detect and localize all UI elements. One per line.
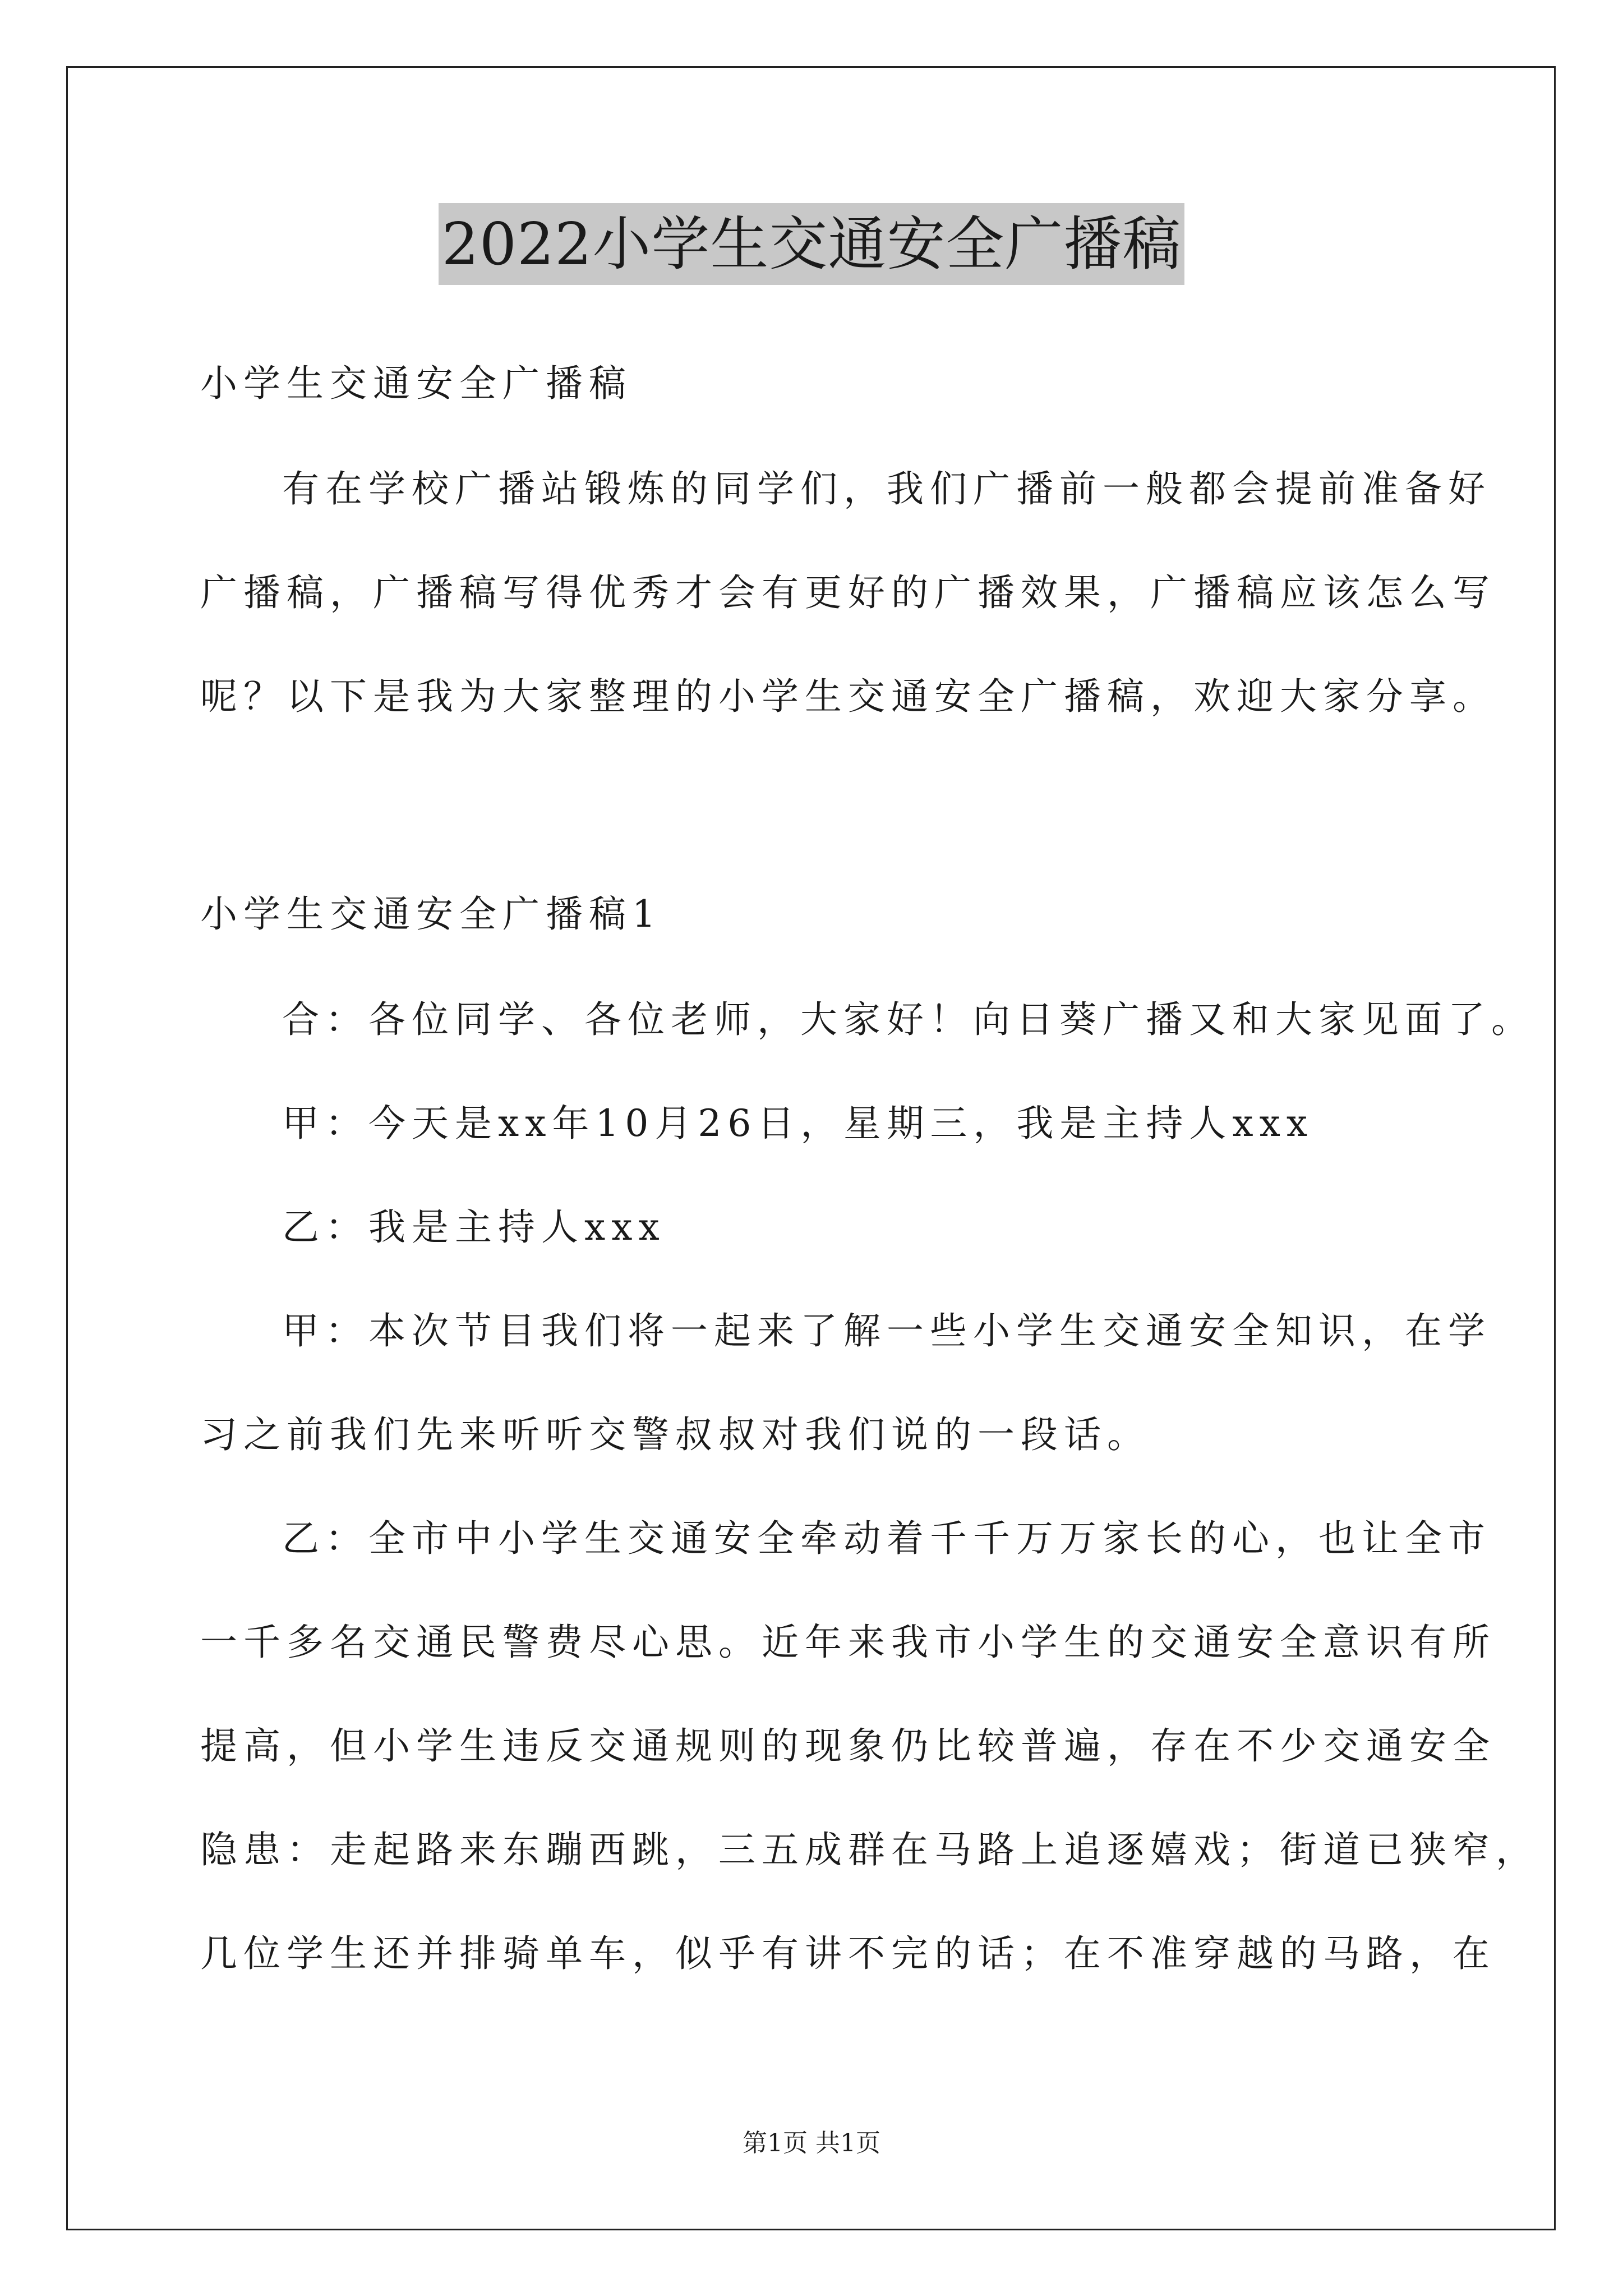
section-line-3: 乙：我是主持人xxx: [282, 1205, 666, 1249]
section-line-7: 一千多名交通民警费尽心思。近年来我市小学生的交通安全意识有所: [200, 1621, 1496, 1664]
document-title: 2022小学生交通安全广播稿: [439, 203, 1185, 285]
section-line-8: 提高，但小学生违反交通规则的现象仍比较普遍，存在不少交通安全: [200, 1724, 1496, 1768]
section-line-2: 甲：今天是xx年10月26日，星期三，我是主持人xxx: [282, 1102, 1314, 1145]
section-line-1: 合：各位同学、各位老师，大家好！向日葵广播又和大家见面了。: [282, 998, 1534, 1041]
intro-line-2: 广播稿，广播稿写得优秀才会有更好的广播效果，广播稿应该怎么写: [200, 571, 1496, 614]
section-line-9: 隐患：走起路来东蹦西跳，三五成群在马路上追逐嬉戏；街道已狭窄，: [200, 1828, 1539, 1871]
section-line-6: 乙：全市中小学生交通安全牵动着千千万万家长的心，也让全市: [282, 1517, 1491, 1560]
subtitle: 小学生交通安全广播稿: [200, 362, 632, 405]
section-line-10: 几位学生还并排骑单车，似乎有讲不完的话；在不准穿越的马路，在: [200, 1932, 1496, 1975]
title-container: [0, 203, 1623, 285]
intro-line-3: 呢？以下是我为大家整理的小学生交通安全广播稿，欢迎大家分享。: [200, 675, 1496, 718]
section-line-4: 甲：本次节目我们将一起来了解一些小学生交通安全知识，在学: [282, 1309, 1491, 1352]
section-line-5: 习之前我们先来听听交警叔叔对我们说的一段话。: [200, 1413, 1150, 1456]
section-heading: 小学生交通安全广播稿1: [200, 892, 662, 936]
intro-line-1: 有在学校广播站锻炼的同学们，我们广播前一般都会提前准备好: [282, 467, 1491, 510]
page-footer: 第1页 共1页: [743, 2129, 880, 2157]
